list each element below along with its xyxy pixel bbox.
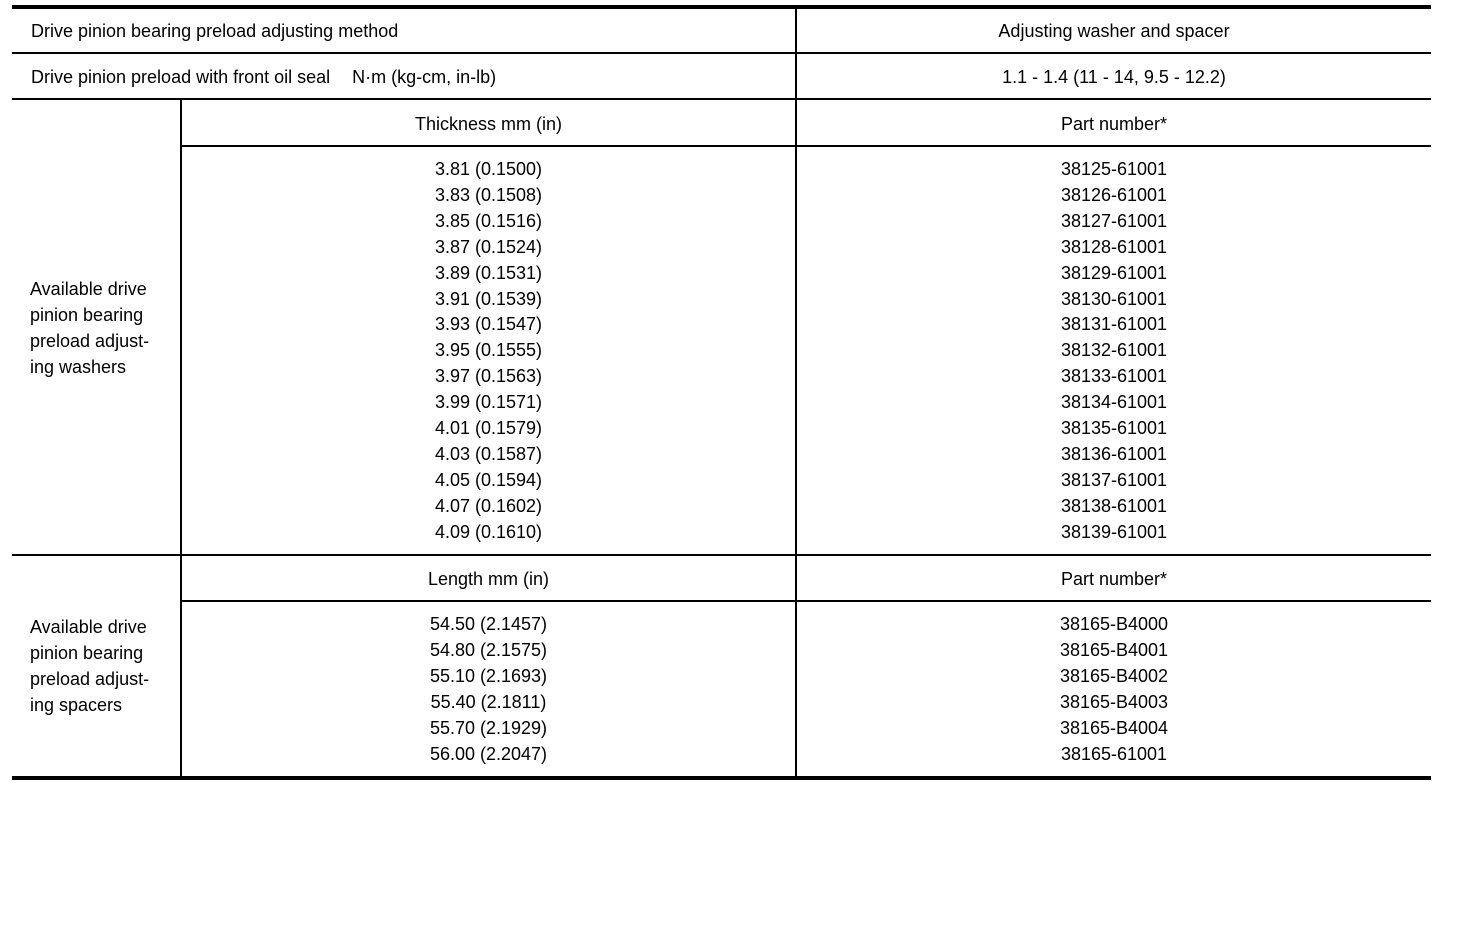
washer-thickness: 3.83 (0.1508) — [434, 184, 543, 205]
spacer-length: 56.00 (2.2047) — [429, 743, 548, 764]
spacer-part-number: 38165-B4002 — [1059, 665, 1169, 686]
washer-part-number: 38125-61001 — [1060, 159, 1168, 179]
washer-thickness: 3.85 (0.1516) — [434, 210, 543, 231]
washer-thickness: 4.01 (0.1579) — [434, 418, 543, 439]
spacers-label-line: pinion bearing — [30, 643, 144, 663]
washers-label-line: Available drive — [30, 279, 147, 299]
spacer-length: 54.50 (2.1457) — [429, 614, 548, 634]
washers-row-label — [30, 276, 180, 380]
spacer-part-number: 38165-B4000 — [1059, 614, 1169, 634]
table-top-rule — [12, 5, 1431, 9]
rule-below-preload — [12, 98, 1431, 100]
washer-thickness: 4.05 (0.1594) — [434, 469, 543, 490]
spacer-length-list — [182, 612, 795, 767]
washer-part-number: 38131-61001 — [1060, 314, 1168, 335]
washer-thickness-list — [182, 157, 795, 546]
spacer-part-number: 38165-61001 — [1060, 743, 1168, 764]
washer-part-number: 38139-61001 — [1060, 521, 1168, 542]
rule-below-washers — [12, 554, 1431, 556]
washer-thickness: 3.97 (0.1563) — [434, 366, 543, 387]
spacer-part-number: 38165-B4001 — [1059, 639, 1169, 660]
method-value: Adjusting washer and spacer — [998, 21, 1230, 41]
washer-thickness: 3.89 (0.1531) — [434, 262, 543, 283]
preload-value: 1.1 - 1.4 (11 - 14, 9.5 - 12.2) — [1002, 67, 1226, 87]
washer-part-number: 38130-61001 — [1060, 288, 1168, 309]
washer-thickness: 3.87 (0.1524) — [434, 236, 543, 257]
method-label: Drive pinion bearing preload adjusting method — [31, 21, 399, 41]
washers-label-line: pinion bearing — [30, 305, 144, 325]
washer-part-number: 38127-61001 — [1060, 210, 1168, 231]
washer-part-list — [797, 157, 1431, 546]
washer-thickness-header: Thickness mm (in) — [414, 114, 562, 134]
washers-label-line: preload adjust- — [30, 331, 150, 351]
washer-part-number: 38138-61001 — [1060, 495, 1168, 516]
spacer-length: 54.80 (2.1575) — [429, 639, 548, 660]
rule-below-spacer-header — [181, 600, 1431, 602]
preload-label: Drive pinion preload with front oil seal — [31, 67, 331, 87]
spacer-part-number: 38165-B4003 — [1059, 691, 1169, 712]
preload-label-cell — [31, 64, 496, 90]
washer-thickness: 3.91 (0.1539) — [434, 288, 543, 309]
washer-thickness: 4.09 (0.1610) — [434, 521, 543, 542]
washer-thickness: 3.95 (0.1555) — [434, 340, 543, 361]
spacer-length-header: Length mm (in) — [427, 569, 550, 589]
spacer-part-list — [797, 612, 1431, 767]
spacers-label-line: Available drive — [30, 617, 147, 637]
washer-thickness: 3.93 (0.1547) — [434, 314, 543, 335]
spacer-part-header: Part number* — [1060, 569, 1168, 589]
washer-thickness: 4.03 (0.1587) — [434, 443, 543, 464]
spacer-length: 55.70 (2.1929) — [429, 717, 548, 738]
table-bottom-rule — [12, 776, 1431, 780]
spacers-label-line: ing spacers — [30, 695, 123, 715]
preload-unit: N·m (kg-cm, in-lb) — [352, 67, 497, 87]
rule-below-method — [12, 52, 1431, 54]
washer-part-number: 38135-61001 — [1060, 418, 1168, 439]
washers-label-line: ing washers — [30, 357, 127, 377]
washer-part-number: 38132-61001 — [1060, 340, 1168, 361]
rule-below-washer-header — [181, 145, 1431, 147]
washer-part-number: 38137-61001 — [1060, 469, 1168, 490]
spacers-row-label — [30, 614, 180, 718]
spacers-label-line: preload adjust- — [30, 669, 150, 689]
washer-part-number: 38129-61001 — [1060, 262, 1168, 283]
washer-thickness: 4.07 (0.1602) — [434, 495, 543, 516]
washer-thickness: 3.81 (0.1500) — [434, 159, 543, 179]
washer-part-number: 38128-61001 — [1060, 236, 1168, 257]
spacer-length: 55.10 (2.1693) — [429, 665, 548, 686]
washer-part-number: 38134-61001 — [1060, 392, 1168, 413]
washer-part-header: Part number* — [1060, 114, 1168, 134]
spec-table — [12, 5, 1431, 780]
washer-part-number: 38136-61001 — [1060, 443, 1168, 464]
washer-thickness: 3.99 (0.1571) — [434, 392, 543, 413]
spacer-length: 55.40 (2.1811) — [430, 691, 547, 712]
washer-part-number: 38133-61001 — [1060, 366, 1168, 387]
spacer-part-number: 38165-B4004 — [1059, 717, 1169, 738]
washer-part-number: 38126-61001 — [1060, 184, 1168, 205]
